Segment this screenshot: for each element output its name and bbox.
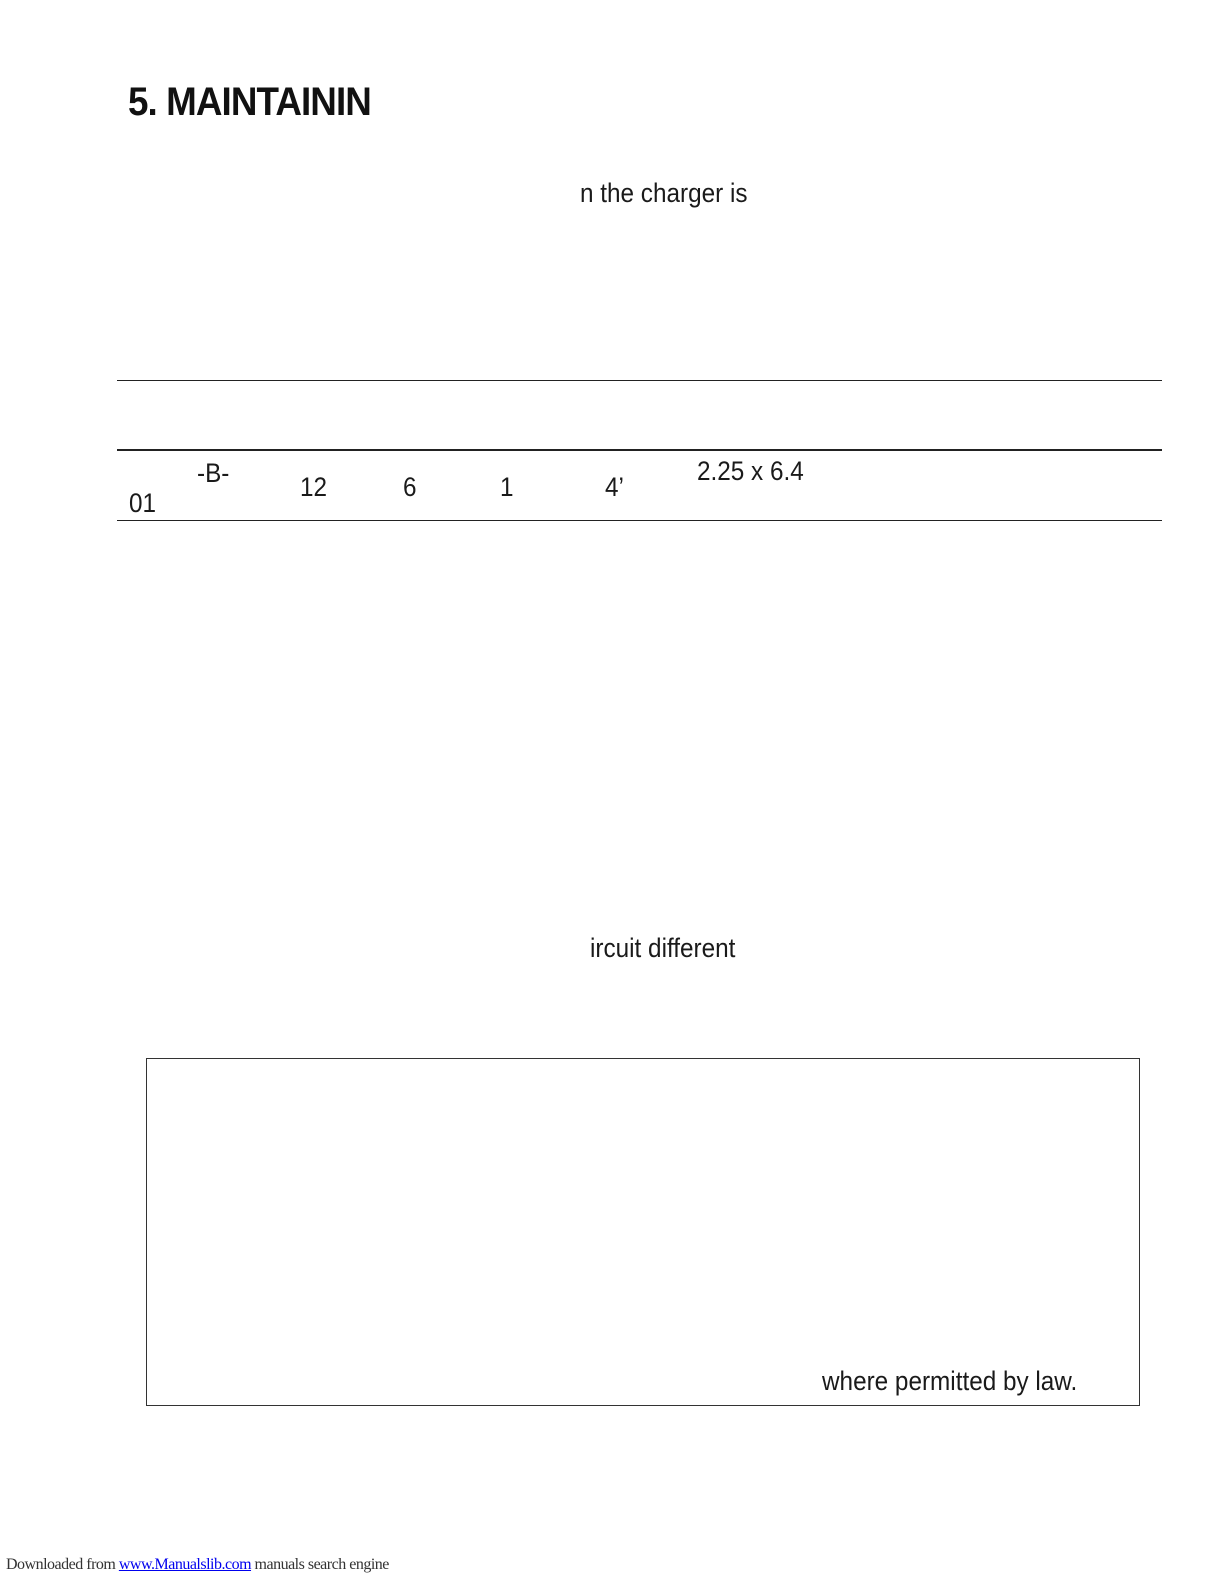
download-footer (6, 1556, 389, 1574)
model-cell-top: -B- (197, 458, 230, 488)
footer-suffix: manuals search engine (251, 1556, 389, 1573)
table-bottom-rule (117, 520, 1162, 521)
table-cell-b: 6 (403, 472, 417, 502)
footer-prefix: Downloaded from (6, 1556, 119, 1573)
manualslib-link[interactable]: www.Manualslib.com (118, 1556, 252, 1573)
notice-box (146, 1058, 1140, 1406)
circuit-text-fragment: ircuit different (590, 933, 736, 963)
table-cell-e: 2.25 x 6.4 (697, 456, 804, 486)
table-header-rule (117, 449, 1162, 451)
table-cell-a: 12 (300, 472, 328, 502)
notice-closing-text: where permitted by law. (822, 1366, 1078, 1396)
table-top-rule (117, 380, 1162, 381)
section-title: 5. MAINTAININ (128, 80, 371, 124)
model-cell-bottom: 01 (129, 488, 157, 518)
table-cell-d: 4’ (605, 472, 624, 502)
intro-text-fragment: n the charger is (580, 178, 748, 208)
table-cell-c: 1 (500, 472, 514, 502)
